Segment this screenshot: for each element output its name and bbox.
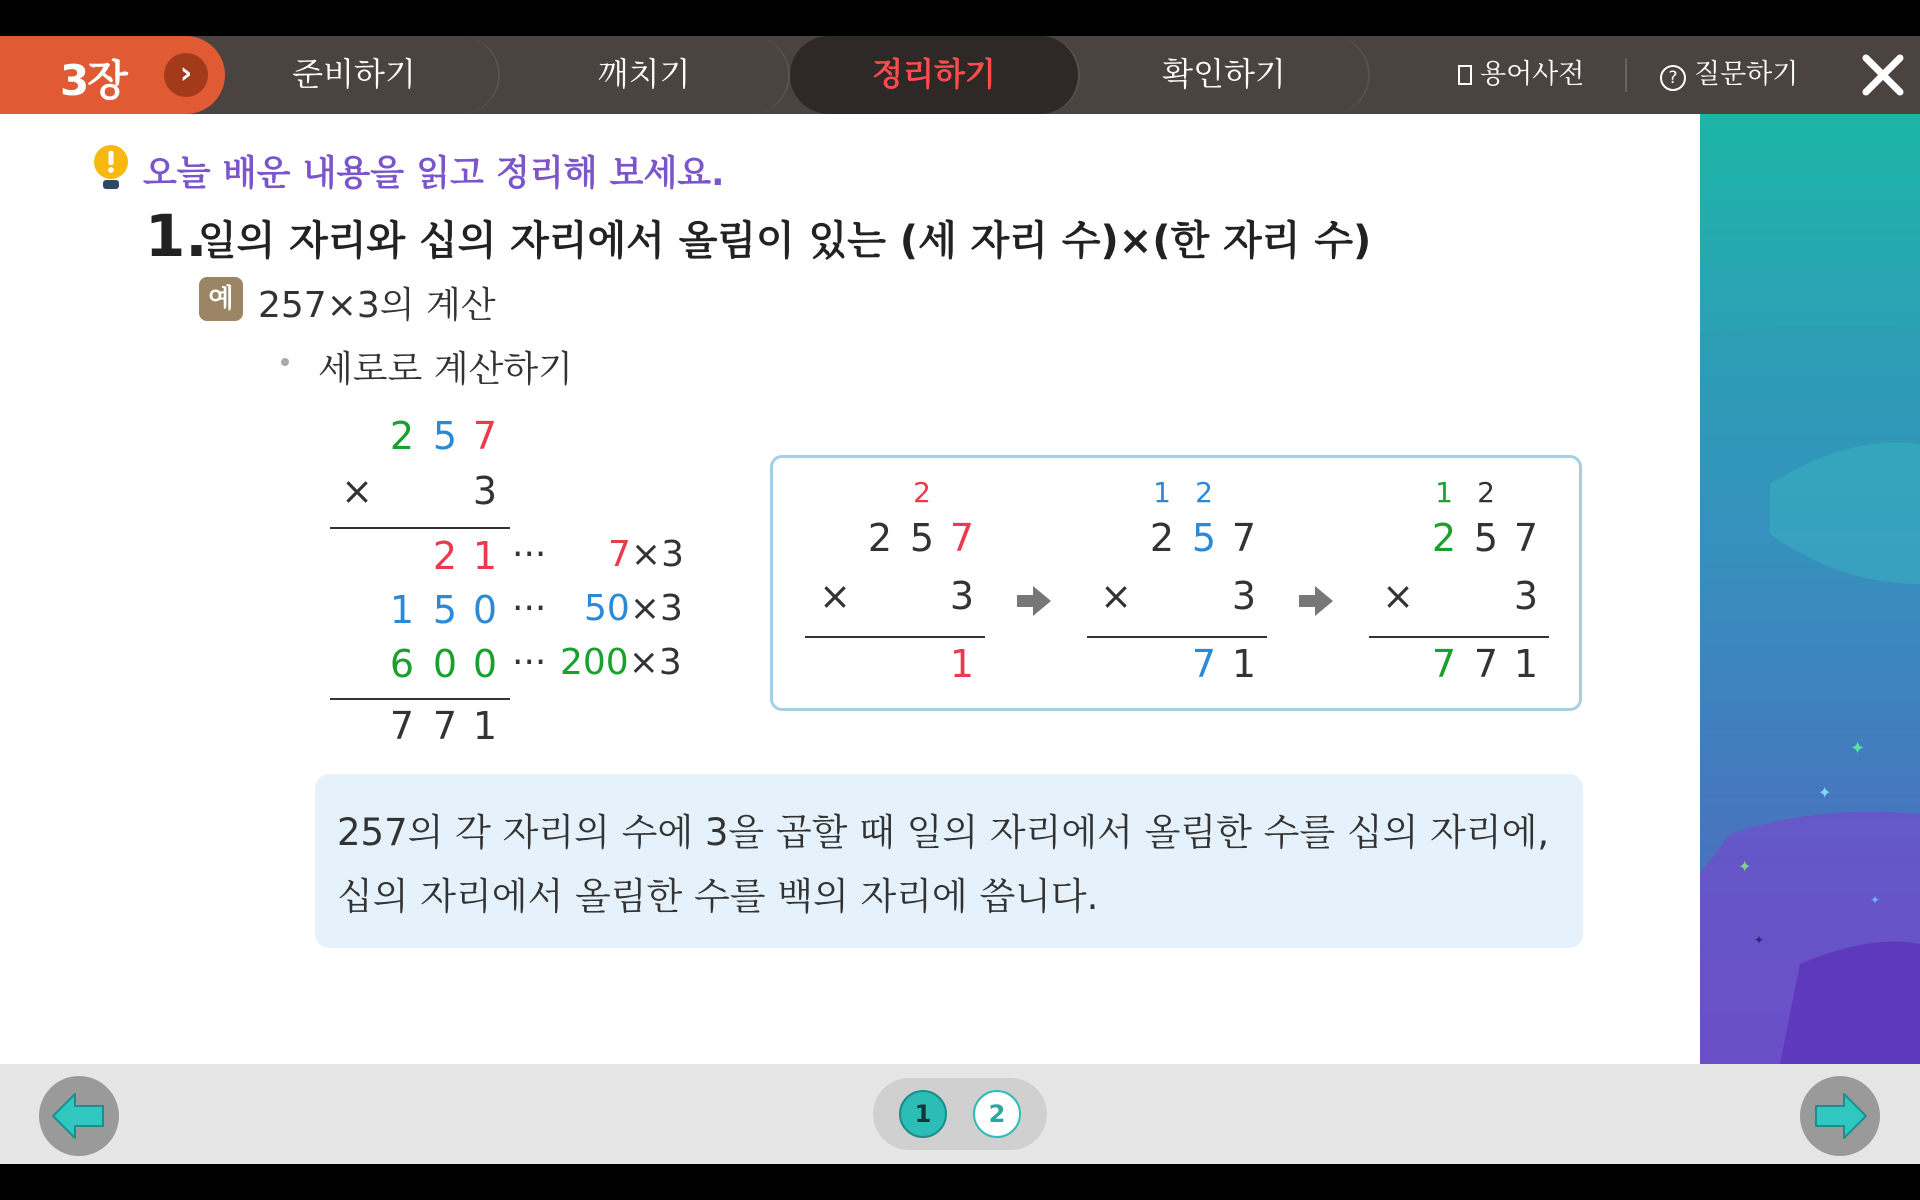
bullet-dot (281, 358, 289, 366)
digit: 3 (1513, 574, 1539, 618)
toolbar-divider (1625, 58, 1627, 92)
digit: 1 (1231, 642, 1257, 686)
digit: 1 (389, 588, 415, 632)
carry-digit: 1 (1435, 476, 1453, 509)
question-title: 일의 자리와 십의 자리에서 올림이 있는 (세 자리 수)×(한 자리 수) (198, 218, 1372, 264)
tab-prepare[interactable]: 준비하기 (210, 36, 500, 114)
digit: 7 (1513, 516, 1539, 560)
digit: 2 (1149, 516, 1175, 560)
times-sign: × (1100, 574, 1132, 618)
digit: 1 (472, 704, 498, 748)
summary-box (315, 774, 1583, 948)
digit: 5 (432, 414, 458, 458)
page-1-button[interactable]: 1 (899, 1090, 947, 1138)
previous-button[interactable] (39, 1076, 119, 1156)
ellipsis: ··· (512, 534, 547, 575)
lightbulb-icon (92, 144, 130, 194)
example-badge: 예 (199, 277, 243, 321)
page-indicator (873, 1078, 1047, 1150)
digit: 7 (1231, 516, 1257, 560)
digit: 7 (949, 516, 975, 560)
times-sign: × (1382, 574, 1414, 618)
page-2-button[interactable]: 2 (973, 1090, 1021, 1138)
bottom-navigation-bar (0, 1064, 1920, 1164)
arrow-right-icon (1800, 1076, 1880, 1156)
partial-note: 50×3 (584, 588, 683, 629)
question-icon: ? (1660, 65, 1686, 91)
carry-digit: 2 (913, 476, 931, 509)
digit: 1 (1513, 642, 1539, 686)
digit: 2 (389, 414, 415, 458)
svg-text:✦: ✦ (1818, 783, 1832, 802)
divider-line (1369, 636, 1549, 638)
decorative-side-panel (1700, 114, 1920, 1064)
carry-steps-box (770, 455, 1582, 711)
digit: 7 (1431, 642, 1457, 686)
digit: 5 (1191, 516, 1217, 560)
svg-text:✦: ✦ (1850, 738, 1866, 759)
times-sign: × (819, 574, 851, 618)
digit: 7 (432, 704, 458, 748)
summary-line: 십의 자리에서 올림한 수를 백의 자리에 씁니다. (337, 875, 1099, 918)
summary-line: 257의 각 자리의 수에 3을 곱할 때 일의 자리에서 올림한 수를 십의 자리에, (337, 811, 1550, 854)
svg-text:✦: ✦ (1754, 933, 1765, 947)
content-area (0, 114, 1700, 1064)
method-label: 세로로 계산하기 (318, 349, 573, 390)
svg-text:✦: ✦ (1738, 857, 1752, 876)
arrow-right-icon (1299, 586, 1333, 616)
digit: 2 (1431, 516, 1457, 560)
divider-line (330, 527, 510, 529)
partial-note: 7×3 (608, 534, 684, 575)
carry-digit: 1 (1153, 476, 1171, 509)
digit: 1 (949, 642, 975, 686)
carry-digit: 2 (1195, 476, 1213, 509)
top-navigation-bar (0, 36, 1920, 114)
carry-digit: 2 (1477, 476, 1495, 509)
arrow-left-icon (39, 1076, 119, 1156)
digit: 0 (432, 642, 458, 686)
digit: 5 (1473, 516, 1499, 560)
tab-learn[interactable]: 깨치기 (500, 36, 790, 114)
divider-line (1087, 636, 1267, 638)
times-sign: × (341, 469, 373, 513)
partial-note: 200×3 (560, 642, 682, 683)
digit: 7 (389, 704, 415, 748)
digit: 0 (472, 588, 498, 632)
digit: 2 (867, 516, 893, 560)
digit: 7 (1473, 642, 1499, 686)
divider-line (330, 698, 510, 700)
ellipsis: ··· (512, 588, 547, 629)
arrow-right-icon (1017, 586, 1051, 616)
chevron-right-icon: › (164, 53, 208, 97)
ask-button[interactable] (1660, 36, 1798, 114)
digit: 2 (432, 534, 458, 578)
digit: 3 (949, 574, 975, 618)
digit: 3 (472, 469, 498, 513)
digit: 3 (1231, 574, 1257, 618)
digit: 7 (472, 414, 498, 458)
divider-line (805, 636, 985, 638)
digit: 7 (1191, 642, 1217, 686)
dictionary-label: 용어사전 (1480, 59, 1585, 90)
ask-label: 질문하기 (1694, 59, 1799, 90)
digit: 5 (432, 588, 458, 632)
chapter-label: 3장 (60, 56, 126, 105)
digit: 1 (472, 534, 498, 578)
tab-check[interactable]: 확인하기 (1080, 36, 1370, 114)
next-button[interactable] (1800, 1076, 1880, 1156)
dictionary-button[interactable] (1458, 36, 1584, 114)
chapter-button[interactable] (0, 36, 225, 114)
svg-text:✦: ✦ (1870, 893, 1881, 907)
ellipsis: ··· (512, 642, 547, 683)
digit: 0 (472, 642, 498, 686)
tab-summary[interactable]: 정리하기 (790, 36, 1080, 114)
close-icon[interactable] (1858, 50, 1908, 100)
example-title: 257×3의 계산 (258, 285, 496, 326)
digit: 6 (389, 642, 415, 686)
digit: 5 (909, 516, 935, 560)
book-icon (1458, 65, 1472, 85)
question-number: 1. (145, 202, 208, 270)
instruction-text: 오늘 배운 내용을 읽고 정리해 보세요. (143, 154, 725, 194)
